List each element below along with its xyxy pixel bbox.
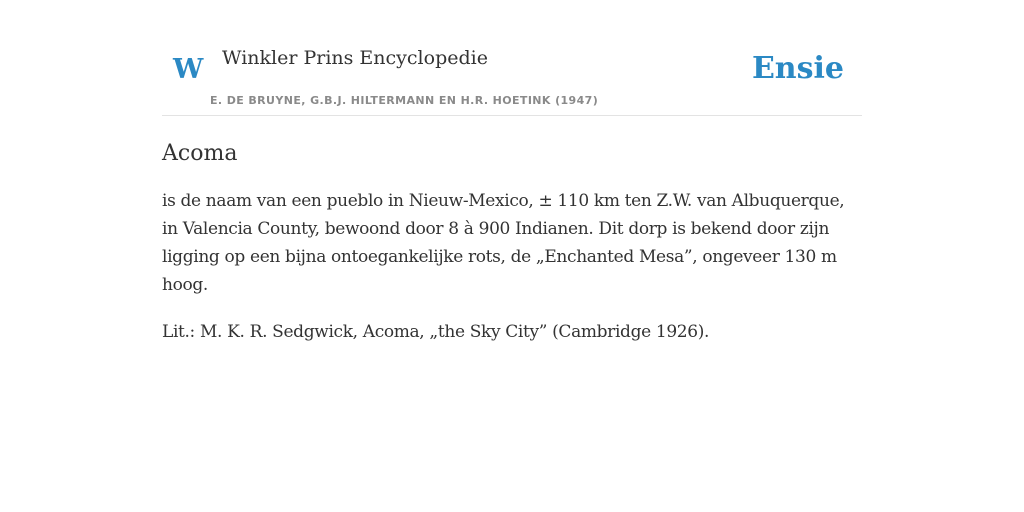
entry-body: is de naam van een pueblo in Nieuw-Mexico, ± 110 km ten Z.W. van Albuquerque, in Valencia County, bewoond door 8 à 900 Indianen. Dit dorp is bekend door zijn ligging op een bijna ontoegankelijke rots, de „Enchanted Mesa”, ongeveer 130 m hoog.	[162, 191, 845, 295]
entry-title: Acoma	[162, 141, 238, 166]
article	[162, 136, 862, 346]
encyclopedia-authors: E. DE BRUYNE, G.B.J. HILTERMANN EN H.R. HOETINK (1947)	[210, 94, 599, 107]
encyclopedia-title[interactable]: Winkler Prins Encyclopedie	[222, 47, 488, 69]
logo-w-icon[interactable]: W	[173, 54, 204, 85]
page-header	[162, 0, 862, 116]
entry-literature: Lit.: M. K. R. Sedgwick, Acoma, „the Sky City” (Cambridge 1926).	[162, 322, 710, 342]
ensie-logo-link[interactable]: Ensie	[751, 51, 844, 86]
